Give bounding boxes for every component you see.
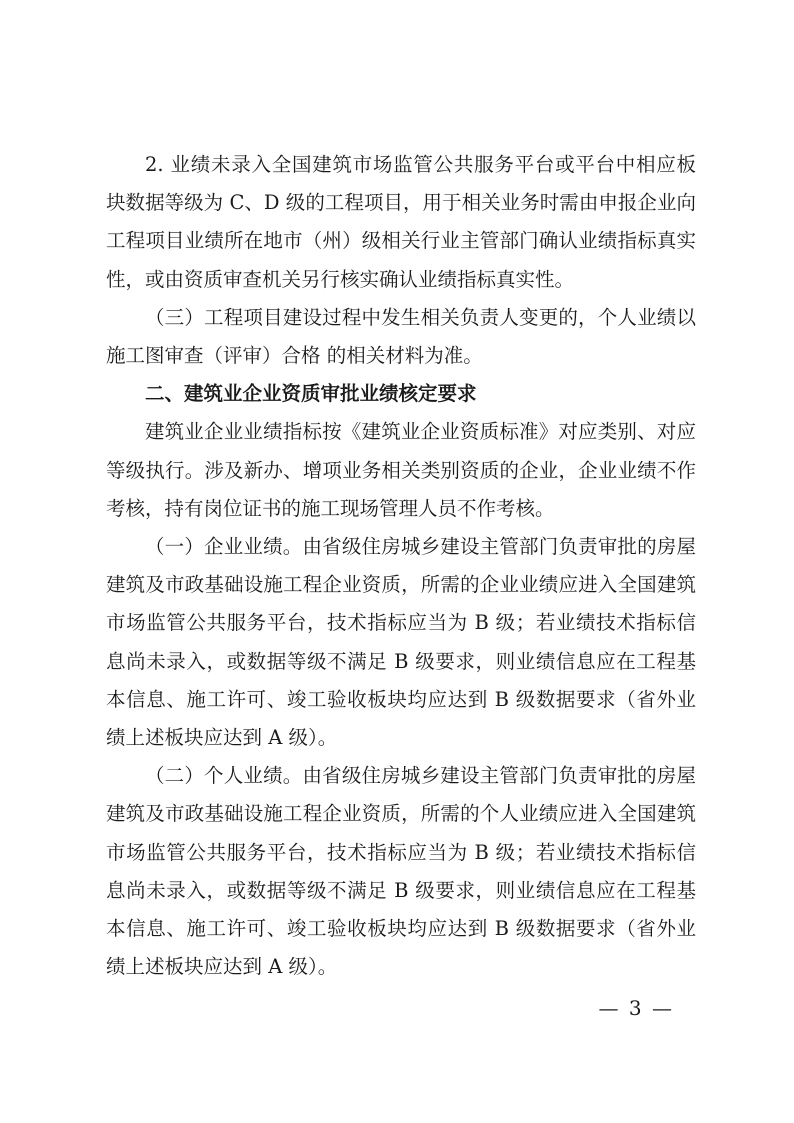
document-body xyxy=(106,146,696,986)
section-heading: 二、建筑业企业资质审批业绩核定要求 xyxy=(145,382,477,406)
paragraph-responsible-person-change: （三）工程项目建设过程中发生相关负责人变更的，个人业绩以施工图审查（评审）合格 的相关材料为准。 xyxy=(106,305,696,368)
paragraph-enterprise-performance: （一）企业业绩。由省级住房城乡建设主管部门负责审批的房屋建筑及市政基础设施工程企业资质，所需的企业业绩应进入全国建筑市场监管公共服务平台，技术指标应当为 B 级；若业绩技术指标信息尚未录入，或数据等级不满足 B 级要求，则业绩信息应在工程基本信息、施工许可、竣工验收板块均应达到 B 级数据要求（省外业绩上述板块应达到 A 级）。 xyxy=(106,535,696,750)
paragraph-item-2: 2. 业绩未录入全国建筑市场监管公共服务平台或平台中相应板块数据等级为 C、D 级的工程项目，用于相关业务时需由申报企业向工程项目业绩所在地市（州）级相关行业主管部门确认业绩指标真实性，或由资质审查机关另行核实确认业绩指标真实性。 xyxy=(106,153,696,291)
paragraph-qualification-standard: 建筑业企业业绩指标按《建筑业企业资质标准》对应类别、对应等级执行。涉及新办、增项业务相关类别资质的企业，企业业绩不作考核，持有岗位证书的施工现场管理人员不作考核。 xyxy=(106,420,696,520)
page-number: — 3 — xyxy=(598,996,674,1020)
paragraph-personal-performance: （二）个人业绩。由省级住房城乡建设主管部门负责审批的房屋建筑及市政基础设施工程企业资质，所需的个人业绩应进入全国建筑市场监管公共服务平台，技术指标应当为 B 级；若业绩技术指标信息尚未录入，或数据等级不满足 B 级要求，则业绩信息应在工程基本信息、施工许可、竣工验收板块均应达到 B 级数据要求（省外业绩上述板块应达到 A 级）。 xyxy=(106,764,696,979)
